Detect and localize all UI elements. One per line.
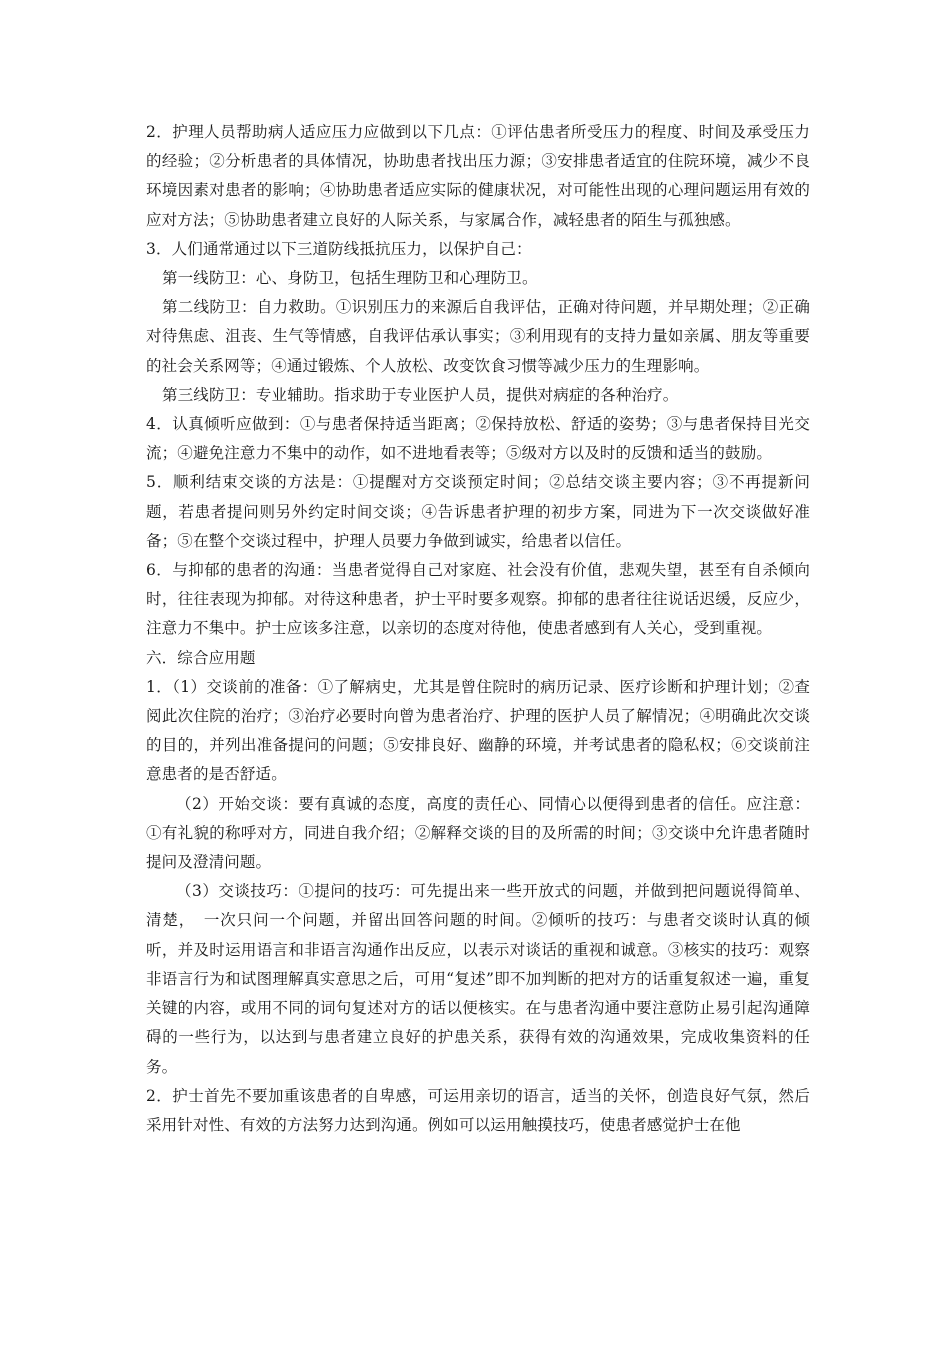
paragraph-application-1-2: （2）开始交谈：要有真诚的态度，高度的责任心、同情心以便得到患者的信任。应注意：①有礼貌的称呼对方，同进自我介绍；②解释交谈的目的及所需的时间；③交谈中允许患者随时提问及澄清问题。 [146,794,810,872]
section-heading: 六．综合应用题 [146,648,256,667]
paragraph-application-1-3: （3）交谈技巧：①提问的技巧：可先提出来一些开放式的问题，并做到把问题说得简单、清楚， 一次只问一个问题，并留出回答问题的时间。②倾听的技巧：与患者交谈时认真的倾听，并及时运用语言和非语言沟通作出反应，以表示对谈话的重视和诚意。③核实的技巧：观察非语言行为和试图理解真实意思之后，可用“复述”即不加判断的把对方的话重复叙述一遍，重复关键的内容，或用不同的词句复述对方的话以便核实。在与患者沟通中要注意防止易引起沟通障碍的一些行为，以达到与患者建立良好的护患关系，获得有效的沟通效果，完成收集资料的任务。 [146,882,810,1076]
paragraph-defense-line-1: 第一线防卫：心、身防卫，包括生理防卫和心理防卫。 [162,269,538,288]
paragraph-item-4: 4．认真倾听应做到：①与患者保持适当距离；②保持放松、舒适的姿势；③与患者保持目光交流；④避免注意力不集中的动作，如不进地看表等；⑤级对方以及时的反馈和适当的鼓励。 [146,415,810,463]
paragraph-application-2: 2．护士首先不要加重该患者的自卑感，可运用亲切的语言，适当的关怀，创造良好气氛，然后采用针对性、有效的方法努力达到沟通。例如可以运用触摸技巧，使患者感觉护士在他 [146,1086,810,1134]
document-page [146,118,810,1140]
paragraph-item-2: 2．护理人员帮助病人适应压力应做到以下几点：①评估患者所受压力的程度、时间及承受压力的经验；②分析患者的具体情况，协助患者找出压力源；③安排患者适宜的住院环境，减少不良环境因素对患者的影响；④协助患者适应实际的健康状况，对可能性出现的心理问题运用有效的应对方法；⑤协助患者建立良好的人际关系，与家属合作，减轻患者的陌生与孤独感。 [146,123,810,229]
paragraph-item-5: 5．顺利结束交谈的方法是：①提醒对方交谈预定时间；②总结交谈主要内容；③不再提新问题，若患者提问则另外约定时间交谈；④告诉患者护理的初步方案，同进为下一次交谈做好准备；⑤在整个交谈过程中，护理人员要力争做到诚实，给患者以信任。 [146,473,810,550]
paragraph-defense-line-2: 第二线防卫：自力救助。①识别压力的来源后自我评估，正确对待问题，并早期处理；②正确对待焦虑、沮丧、生气等情感，自我评估承认事实；③利用现有的支持力量如亲属、朋友等重要的社会关系网等；④通过锻炼、个人放松、改变饮食习惯等减少压力的生理影响。 [146,298,810,375]
paragraph-item-3: 3．人们通常通过以下三道防线抵抗压力，以保护自己： [146,239,532,258]
paragraph-defense-line-3: 第三线防卫：专业辅助。指求助于专业医护人员，提供对病症的各种治疗。 [162,385,679,404]
paragraph-item-6: 6．与抑郁的患者的沟通：当患者觉得自己对家庭、社会没有价值，悲观失望，甚至有自杀倾向时，往往表现为抑郁。对待这种患者，护士平时要多观察。抑郁的患者往往说话迟缓，反应少，注意力不集中。护士应该多注意，以亲切的态度对待他，使患者感到有人关心，受到重视。 [146,561,810,638]
paragraph-application-1-1: 1．（1）交谈前的准备：①了解病史，尤其是曾住院时的病历记录、医疗诊断和护理计划；②查阅此次住院的治疗；③治疗必要时向曾为患者治疗、护理的医护人员了解情况；④明确此次交谈的目的，并列出准备提问的问题；⑤安排良好、幽静的环境，并考试患者的隐私权；⑥交谈前注意患者的是否舒适。 [146,677,810,784]
